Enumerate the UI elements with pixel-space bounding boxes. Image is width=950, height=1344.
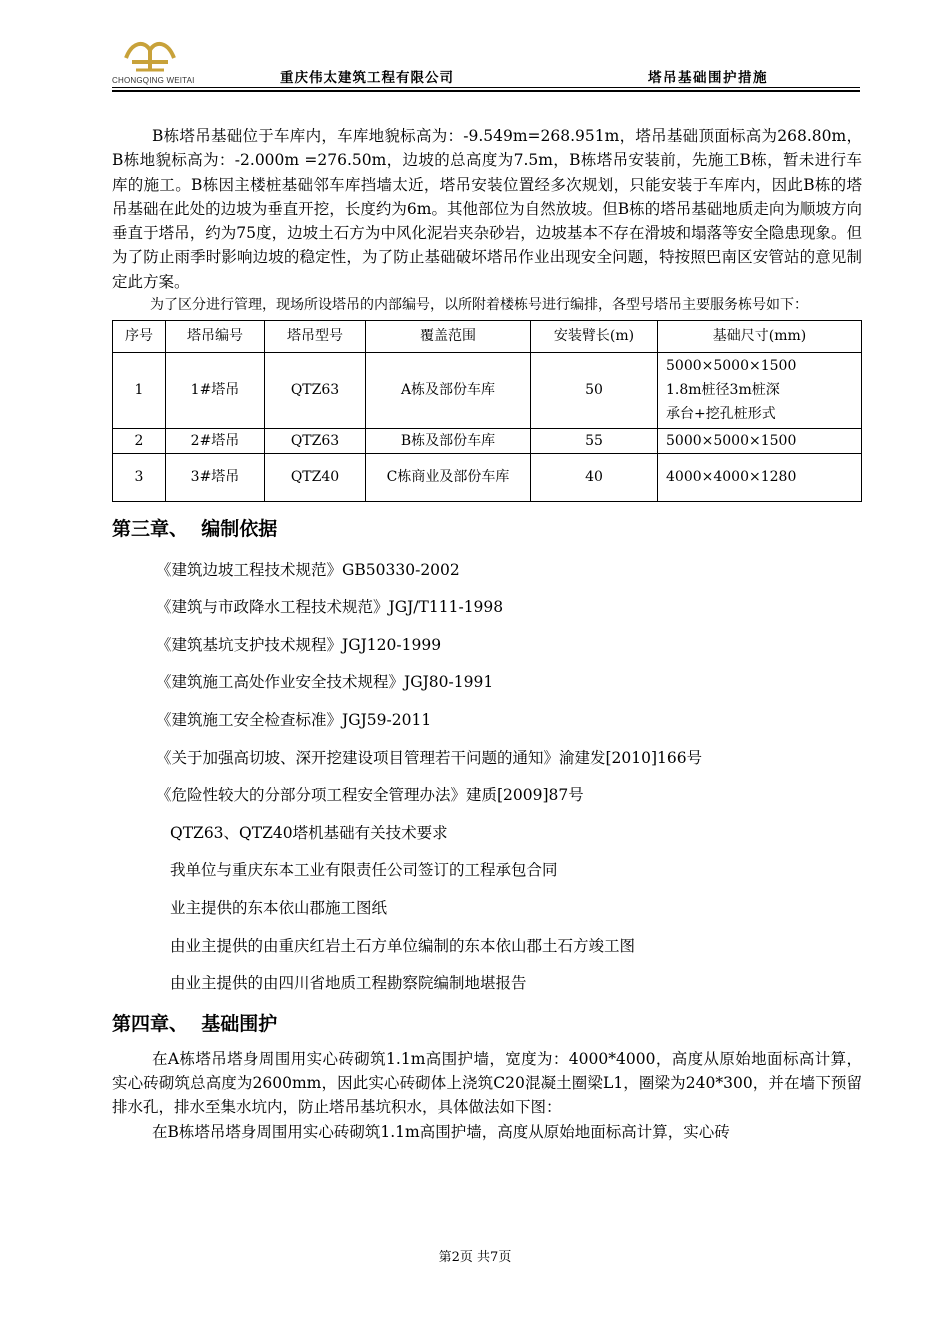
table-header-cell: 覆盖范围 (366, 320, 531, 352)
cell-range: A栋及部份车库 (366, 352, 531, 428)
table-header-cell: 基础尺寸(mm) (658, 320, 862, 352)
reference-item: 《建筑施工安全检查标准》JGJ59-2011 (156, 710, 432, 729)
reference-item: 《建筑与市政降水工程技术规范》JGJ/T111-1998 (156, 598, 504, 617)
intro-paragraph: B栋塔吊基础位于车库内，车库地貌标高为：-9.549m=268.951m，塔吊基础顶面标高为268.80m，B栋地貌标高为：-2.000m =276.50m，边坡的总高度为7.5m，B栋塔吊安装前，先施工B栋，暂未进行车库的施工。B栋因主楼桩基础邻车库挡墙太近，塔吊安装位置经多次规划，只能安装于车库内，因此B栋的塔吊基础在此处的边坡为垂直开挖，长度约为6m。其他部位为自然放坡。但B栋的塔吊基础地质走向为顺坡方向垂直于塔吊，约为75度，边坡土石方为中风化泥岩夹杂砂岩，边坡基本不存在滑坡和塌落等安全隐患现象。但为了防止雨季时影响边坡的稳定性，为了防止基础破坏塔吊作业出现安全问题，特按照巴南区安管站的意见制定此方案。 (112, 127, 862, 291)
page-header (112, 36, 860, 88)
intro-note: 为了区分进行管理，现场所设塔吊的内部编号，以所附着楼栋号进行编排，各型号塔吊主要服务栋号如下： (150, 297, 808, 314)
cell-no: 3 (113, 453, 166, 501)
table-row (113, 453, 862, 501)
reference-item: 《建筑施工高处作业安全技术规程》JGJ80-1991 (156, 673, 494, 692)
logo-text: CHONGQING WEITAI (112, 76, 195, 85)
table-row (113, 428, 862, 453)
chapter-4-title: 第四章、 基础围护 (112, 1012, 278, 1035)
chapter-4-paragraph: 在B栋塔吊塔身周围用实心砖砌筑1.1m高围护墙，高度从原始地面标高计算，实心砖 (152, 1122, 730, 1141)
reference-item: 《危险性较大的分部分项工程安全管理办法》建质[2009]87号 (156, 786, 584, 805)
size-line: 1.8m桩径3m桩深 (666, 382, 780, 399)
cell-size (658, 352, 862, 428)
cell-id: 1#塔吊 (166, 352, 265, 428)
size-line: 5000×5000×1500 (666, 432, 797, 449)
chapter-3-title: 第三章、 编制依据 (112, 517, 278, 540)
document-title: 塔吊基础围护措施 (648, 70, 768, 86)
reference-item: 《建筑边坡工程技术规范》GB50330-2002 (156, 560, 460, 579)
cell-arm: 50 (531, 352, 658, 428)
weitai-logo-icon (122, 36, 178, 74)
size-line: 承台+挖孔桩形式 (666, 406, 776, 423)
cell-id: 2#塔吊 (166, 428, 265, 453)
page-content (112, 124, 862, 1144)
size-line: 4000×4000×1280 (666, 469, 797, 486)
reference-item: 我单位与重庆东本工业有限责任公司签订的工程承包合同 (170, 861, 558, 880)
table-header-cell: 塔吊编号 (166, 320, 265, 352)
cell-model: QTZ63 (265, 352, 366, 428)
cell-arm: 55 (531, 428, 658, 453)
header-rule (112, 87, 860, 88)
reference-item: QTZ63、QTZ40塔机基础有关技术要求 (170, 823, 448, 842)
table-header-row (113, 320, 862, 352)
cell-range: B栋及部份车库 (366, 428, 531, 453)
reference-item: 业主提供的东本依山郡施工图纸 (170, 898, 388, 917)
cell-no: 2 (113, 428, 166, 453)
cell-model: QTZ40 (265, 453, 366, 501)
table-header-cell: 塔吊型号 (265, 320, 366, 352)
tower-crane-table (112, 320, 862, 502)
header-rule-thick (112, 90, 860, 92)
reference-item: 《建筑基坑支护技术规程》JGJ120-1999 (156, 635, 442, 654)
reference-list (112, 552, 862, 1003)
reference-item: 由业主提供的由四川省地质工程勘察院编制地堪报告 (170, 974, 527, 993)
reference-item: 《关于加强高切坡、深开挖建设项目管理若干问题的通知》渝建发[2010]166号 (156, 748, 703, 767)
cell-no: 1 (113, 352, 166, 428)
page-number: 第2页 共7页 (438, 1250, 512, 1265)
cell-id: 3#塔吊 (166, 453, 265, 501)
chapter-4-paragraph: 在A栋塔吊塔身周围用实心砖砌筑1.1m高围护墙，宽度为：4000*4000，高度从原始地面标高计算，实心砖砌筑总高度为2600mm，因此实心砖砌体上浇筑C20混凝土圈梁L1，圈梁为240*300，并在墙下预留排水孔，排水至集水坑内，防止塔吊基坑积水，具体做法如下图： (112, 1049, 862, 1117)
company-name: 重庆伟太建筑工程有限公司 (280, 70, 454, 86)
table-row (113, 352, 862, 428)
reference-item: 由业主提供的由重庆红岩土石方单位编制的东本依山郡土石方竣工图 (170, 936, 636, 955)
table-header-cell: 安装臂长(m) (531, 320, 658, 352)
cell-size (658, 428, 862, 453)
cell-arm: 40 (531, 453, 658, 501)
cell-model: QTZ63 (265, 428, 366, 453)
size-line: 5000×5000×1500 (666, 358, 797, 375)
company-logo (112, 36, 212, 88)
cell-size (658, 453, 862, 501)
table-header-cell: 序号 (113, 320, 166, 352)
cell-range: C栋商业及部份车库 (366, 453, 531, 501)
